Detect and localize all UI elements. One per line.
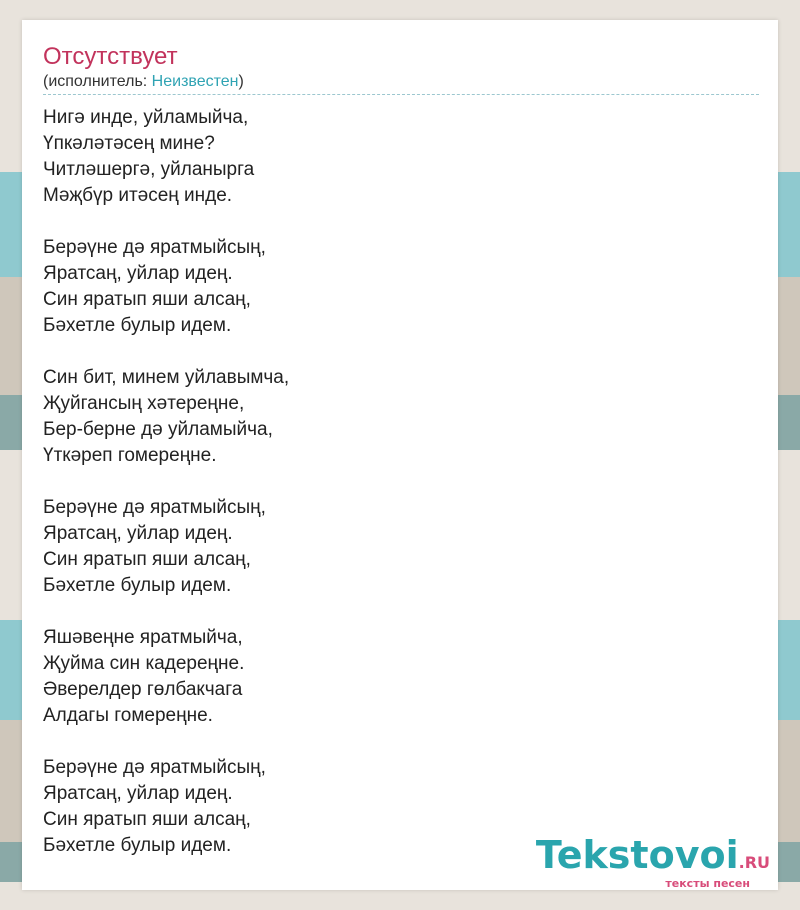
artist-suffix: ) [238,73,244,90]
lyric-line: Син яратып яши алсаң, [43,289,251,310]
stanza [43,235,289,339]
stanza [43,105,289,209]
lyric-line: Берәүне дә яратмыйсың, [43,757,266,778]
lyric-line: Яратсаң, уйлар идең. [43,523,233,544]
lyric-line: Мәҗбүр итәсең инде. [43,185,233,206]
lyric-line: Бәхетле булыр идем. [43,835,232,856]
stanza [43,495,289,599]
logo-wordmark: Tekstovoi [535,833,739,877]
lyric-line: Алдагы гомереңне. [43,705,213,726]
lyrics-text [43,105,289,885]
lyric-line: Син бит, минем уйлавымча, [43,367,290,388]
lyric-line: Берәүне дә яратмыйсың, [43,237,266,258]
lyric-line: Син яратып яши алсаң, [43,809,251,830]
stanza [43,625,289,729]
logo-tagline: тексты песен [665,877,750,890]
title-divider [43,94,759,95]
lyric-line: Бәхетле булыр идем. [43,315,232,336]
lyric-line: Җуйма син кадереңне. [43,653,245,674]
lyric-line: Читләшергә, уйланырга [43,159,255,180]
lyric-line: Үпкәләтәсең мине? [43,133,215,154]
lyric-line: Җуйгансың хәтереңне, [43,393,245,414]
logo-tld: .RU [738,853,770,872]
lyric-line: Әверелдер гөлбакчага [43,679,243,700]
lyric-line: Яратсаң, уйлар идең. [43,783,233,804]
stanza [43,365,289,469]
lyric-line: Яшәвеңне яратмыйча, [43,627,243,648]
lyric-line: Нигә инде, уйламыйча, [43,107,249,128]
lyric-line: Син яратып яши алсаң, [43,549,251,570]
stanza [43,755,289,859]
lyric-line: Үткәреп гомереңне. [43,445,217,466]
lyric-line: Бер-берне дә уйламыйча, [43,419,273,440]
artist-link[interactable]: Неизвестен [151,73,239,90]
lyrics-card [22,20,778,890]
lyric-line: Берәүне дә яратмыйсың, [43,497,266,518]
lyric-line: Яратсаң, уйлар идең. [43,263,233,284]
artist-info [43,73,244,91]
lyric-line: Бәхетле булыр идем. [43,575,232,596]
artist-prefix: (исполнитель: [43,73,152,90]
song-title: Отсутствует [43,43,178,70]
